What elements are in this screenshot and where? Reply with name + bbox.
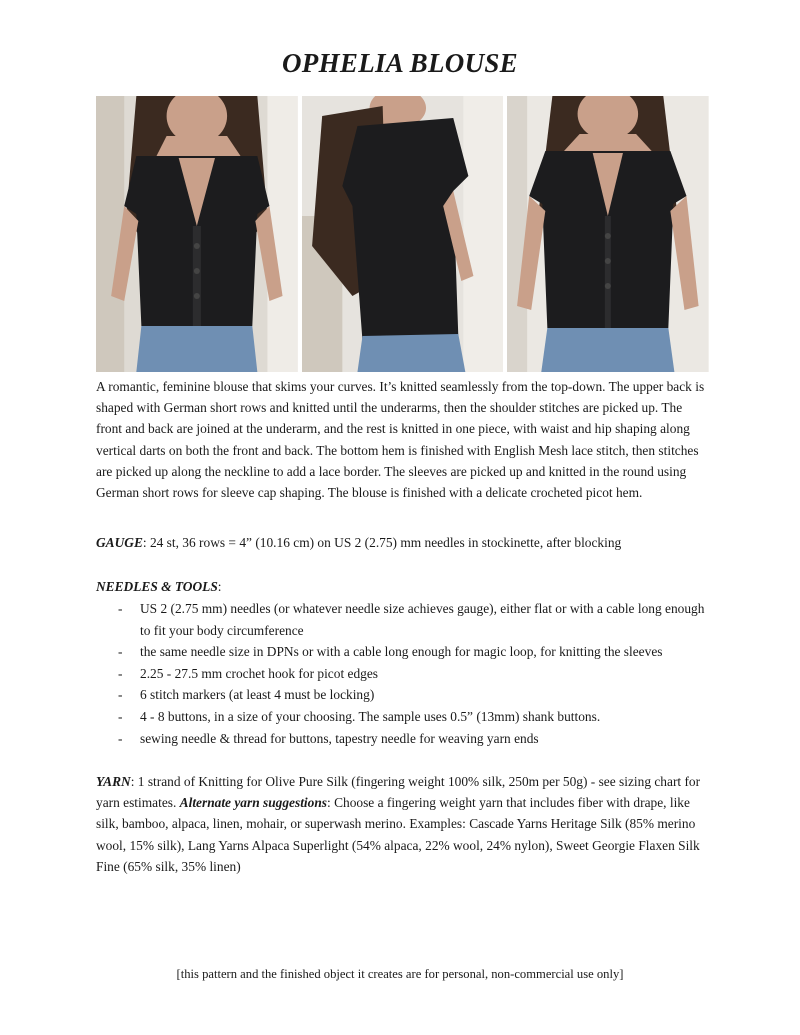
- needles-tools-label: NEEDLES & TOOLS: [96, 579, 218, 594]
- needles-tools-heading: [96, 576, 222, 597]
- yarn-label: YARN: [96, 774, 131, 789]
- list-item-text: sewing needle & thread for buttons, tapestry needle for weaving yarn ends: [140, 730, 539, 746]
- tools-list: [118, 598, 714, 749]
- list-item: [118, 728, 714, 750]
- alternate-yarn-label: Alternate yarn suggestions: [179, 795, 327, 811]
- dash-bullet: -: [118, 601, 123, 616]
- intro-paragraph: A romantic, feminine blouse that skims your curves. It’s knitted seamlessly from the top-down. The upper back is shaped with German short rows and knitted until the underarms, then the shoulder stitches are picked up. The front and back are joined at the underarm, and the rest is knitted in one piece, with waist and hip shaping along vertical darts on both the front and back. The bottom hem is finished with English Mesh lace stitch, then stitches are picked up along the neckline to add a lace border. The sleeves are picked up and knitted in the round using German short rows for sleeve cap shaping. The blouse is finished with a delicate crocheted picot hem.: [96, 379, 705, 501]
- back-view-photo: [302, 96, 504, 372]
- footer-note: [this pattern and the finished object it creates are for personal, non-commercial use only]: [176, 967, 624, 981]
- front-view-photo-2: [507, 96, 709, 372]
- dash-bullet: -: [118, 708, 123, 724]
- front-view-photo: [96, 96, 298, 372]
- yarn-paragraph: [96, 771, 706, 877]
- dash-bullet: -: [118, 730, 123, 746]
- dash-bullet: -: [118, 665, 123, 681]
- gauge-line: [96, 532, 706, 553]
- list-item-text: 2.25 - 27.5 mm crochet hook for picot edges: [140, 665, 378, 681]
- list-item: [118, 706, 714, 728]
- list-item-text: the same needle size in DPNs or with a cable long enough for magic loop, for knitting the sleeves: [140, 644, 663, 660]
- dash-bullet: -: [118, 687, 123, 703]
- list-item-text: US 2 (2.75 mm) needles (or whatever needle size achieves gauge), either flat or with a cable long enough to fit your body circumference: [140, 601, 705, 638]
- gauge-label: GAUGE: [96, 535, 143, 550]
- list-item-text: 4 - 8 buttons, in a size of your choosing. The sample uses 0.5” (13mm) shank buttons.: [140, 708, 601, 724]
- list-item-text: 6 stitch markers (at least 4 must be locking): [140, 687, 375, 703]
- list-item: [118, 684, 714, 706]
- list-item: [118, 663, 714, 685]
- photo-strip: [96, 96, 709, 372]
- needles-tools-colon: :: [217, 579, 222, 594]
- gauge-text: : 24 st, 36 rows = 4” (10.16 cm) on US 2 (2.75) mm needles in stockinette, after blocking: [142, 535, 622, 550]
- list-item: [118, 641, 714, 663]
- page-title: OPHELIA BLOUSE: [282, 48, 518, 78]
- list-item: [118, 598, 714, 641]
- alternate-yarn-text: : Choose a fingering weight yarn that includes fiber with drape, like silk, bamboo, alpaca, linen, mohair, or superwash merino. Examples: Cascade Yarns Heritage Silk (85% merino wool, 15% silk), Lang Yarns Alpaca Superlight (54% alpaca, 22% wool, 24% nylon), Sweet Georgie Flaxen Silk Fine (65% silk, 35% linen): [96, 795, 700, 874]
- dash-bullet: -: [118, 644, 123, 660]
- yarn-text: : 1 strand of Knitting for Olive Pure Silk (fingering weight 100% silk, 250m per 50g) - see sizing chart for yarn estimates.: [96, 774, 701, 811]
